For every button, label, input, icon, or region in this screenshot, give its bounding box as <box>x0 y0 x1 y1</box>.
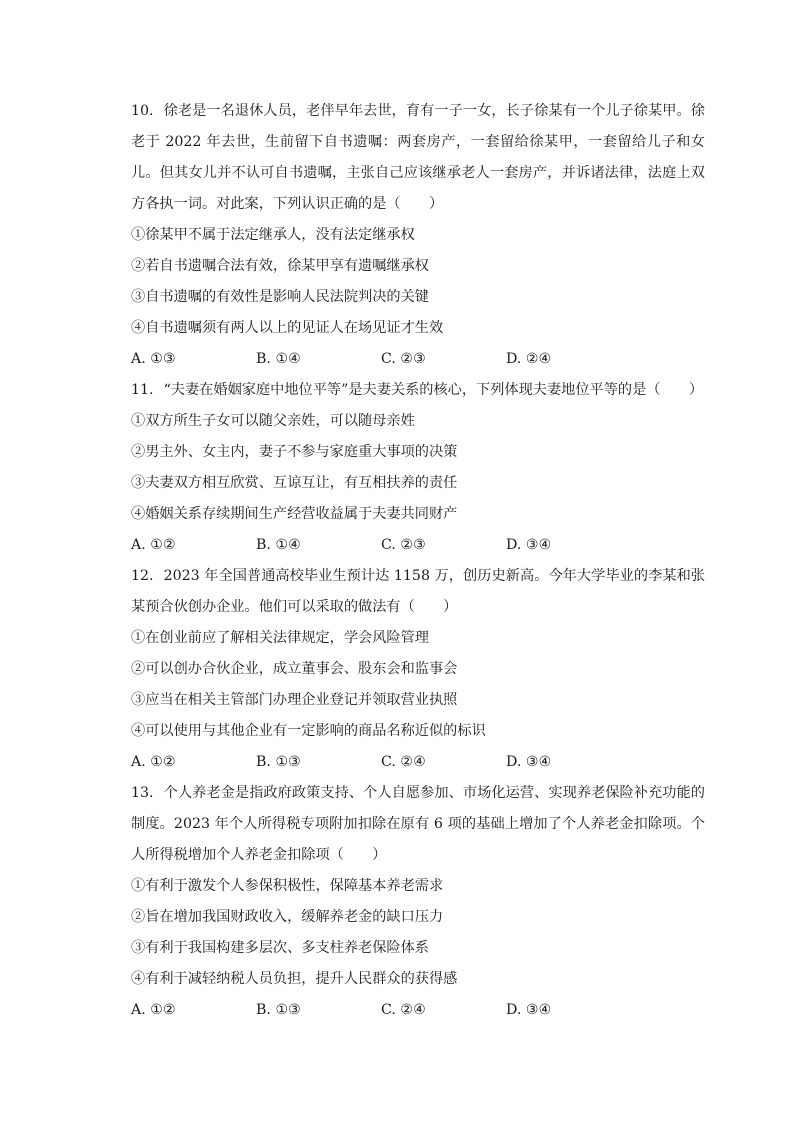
statement-1: ①双方所生子女可以随父亲姓，可以随母亲姓 <box>131 413 415 429</box>
choice-a: A. ①② <box>131 1002 176 1018</box>
question-text: “夫妻在婚姻家庭中地位平等”是夫妻关系的核心，下列体现夫妻地位平等的是（ ） <box>163 382 704 398</box>
question-12 <box>131 561 705 778</box>
choice-b: B. ①④ <box>256 351 301 367</box>
choice-c: C. ②④ <box>381 754 426 770</box>
question-text: 个人养老金是指政府政策支持、个人自愿参加、市场化运营、实现养老保险补充功能的制度。2023 年个人所得税专项附加扣除在原有 6 项的基础上增加了个人养老金扣除项。个人所得税增加个人养老金扣除项（ ） <box>131 785 705 863</box>
exam-page <box>131 96 705 1026</box>
question-number: 11. <box>131 382 154 398</box>
question-text: 2023 年全国普通高校毕业生预计达 1158 万，创历史新高。今年大学毕业的李某和张某预合伙创办企业。他们可以采取的做法有（ ） <box>131 568 705 615</box>
choice-d: D. ②④ <box>506 351 552 367</box>
question-text: 徐老是一名退休人员，老伴早年去世，育有一子一女，长子徐某有一个儿子徐某甲。徐老于 2022 年去世，生前留下自书遗嘱：两套房产，一套留给徐某甲，一套留给儿子和女儿。但其女儿并不认可自书遗嘱，主张自己应该继承老人一套房产，并诉诸法律，法庭上双方各执一词。对此案，下列认识正确的是（ ） <box>131 103 705 212</box>
question-10 <box>131 96 705 375</box>
statement-3: ③自书遗嘱的有效性是影响人民法院判决的关键 <box>131 289 429 305</box>
statement-2: ②男主外、女主内，妻子不参与家庭重大事项的决策 <box>131 444 458 460</box>
choice-a: A. ①② <box>131 537 176 553</box>
statement-4: ④自书遗嘱须有两人以上的见证人在场见证才生效 <box>131 320 444 336</box>
answer-choices <box>131 344 705 375</box>
question-number: 12. <box>131 568 154 584</box>
choice-c: C. ②③ <box>381 537 426 553</box>
statement-3: ③有利于我国构建多层次、多支柱养老保险体系 <box>131 940 429 956</box>
question-number: 10. <box>131 103 154 119</box>
choice-c: C. ②④ <box>381 1002 426 1018</box>
statement-1: ①徐某甲不属于法定继承人，没有法定继承权 <box>131 227 415 243</box>
statement-1: ①在创业前应了解相关法律规定，学会风险管理 <box>131 630 429 646</box>
question-stem <box>131 778 705 871</box>
statement-4: ④婚姻关系存续期间生产经营收益属于夫妻共同财产 <box>131 506 458 522</box>
statement-2: ②若自书遗嘱合法有效，徐某甲享有遗嘱继承权 <box>131 258 429 274</box>
question-stem <box>131 96 705 220</box>
statement-4: ④有利于减轻纳税人员负担，提升人民群众的获得感 <box>131 971 458 987</box>
statement-2: ②旨在增加我国财政收入，缓解养老金的缺口压力 <box>131 909 444 925</box>
question-13 <box>131 778 705 1026</box>
choice-a: A. ①③ <box>131 351 176 367</box>
choice-d: D. ③④ <box>506 1002 552 1018</box>
question-stem <box>131 375 705 406</box>
answer-choices <box>131 995 705 1026</box>
statement-1: ①有利于激发个人参保积极性，保障基本养老需求 <box>131 878 444 894</box>
statement-3: ③夫妻双方相互欣赏、互谅互让，有互相扶养的责任 <box>131 475 458 491</box>
statement-2: ②可以创办合伙企业，成立董事会、股东会和监事会 <box>131 661 458 677</box>
statement-3: ③应当在相关主管部门办理企业登记并领取营业执照 <box>131 692 458 708</box>
question-11 <box>131 375 705 561</box>
choice-b: B. ①③ <box>256 1002 301 1018</box>
question-stem <box>131 561 705 623</box>
answer-choices <box>131 747 705 778</box>
choice-b: B. ①③ <box>256 754 301 770</box>
choice-c: C. ②③ <box>381 351 426 367</box>
choice-a: A. ①② <box>131 754 176 770</box>
choice-d: D. ③④ <box>506 754 552 770</box>
statement-4: ④可以使用与其他企业有一定影响的商品名称近似的标识 <box>131 723 486 739</box>
answer-choices <box>131 530 705 561</box>
choice-d: D. ③④ <box>506 537 552 553</box>
question-number: 13. <box>131 785 154 801</box>
choice-b: B. ①④ <box>256 537 301 553</box>
